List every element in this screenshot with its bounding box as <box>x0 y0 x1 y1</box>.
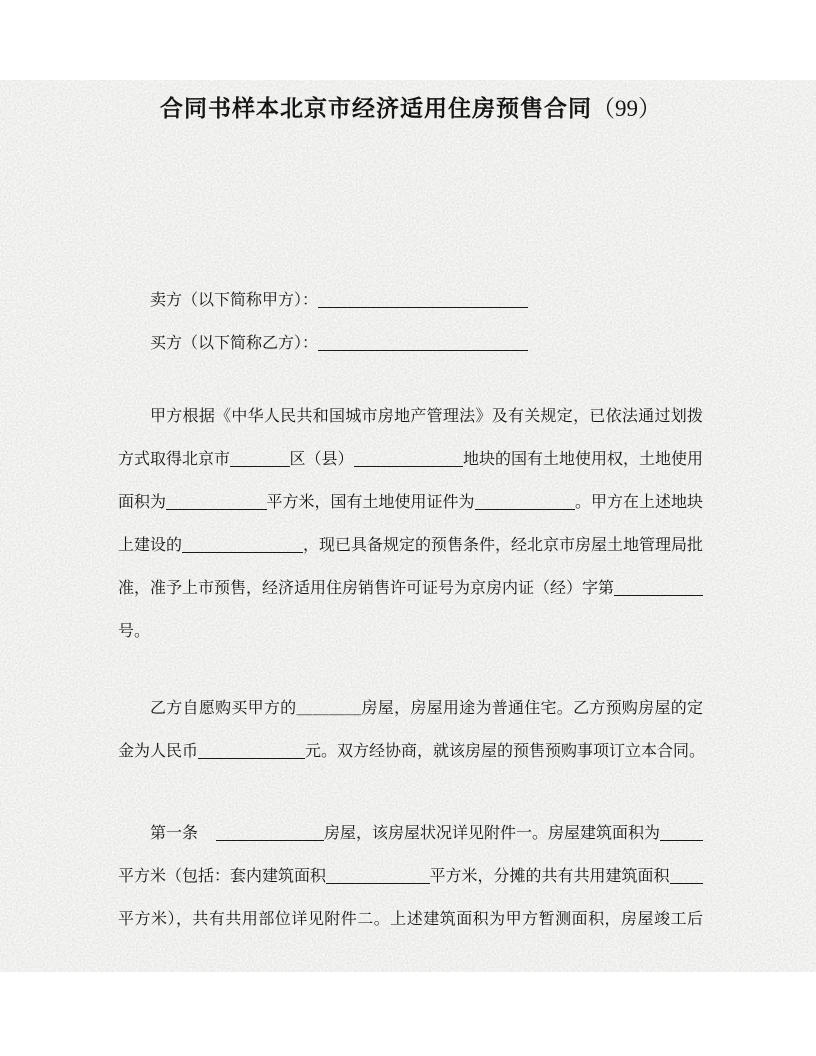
purchase-line-1: 乙方自愿购买甲方的＿＿＿＿房屋，房屋用途为普通住宅。乙方预购房屋的定 <box>150 700 703 717</box>
building-area-blank <box>660 840 703 841</box>
article-1-line-2-text-a: 平方米（包括：套内建筑面积 <box>118 868 327 885</box>
page-title-main: 合同书样本北京市经济适用住房预售合同 <box>160 96 592 121</box>
intro-line-2 <box>118 438 703 481</box>
house-name-blank <box>216 840 324 841</box>
purchase-line-2-text-b: 元。双方经协商，就该房屋的预售预购事项订立本合同。 <box>305 743 706 760</box>
intro-line-3-text-b: 平方米，国有土地使用证件为 <box>266 494 475 511</box>
buyer-name-blank <box>318 350 528 351</box>
intro-line-4-text-a: 上建设的 <box>118 537 183 554</box>
buyer-line <box>118 322 703 365</box>
article-1-paragraph <box>118 812 703 941</box>
plot-name-blank <box>354 466 463 467</box>
inner-area-blank <box>326 883 429 884</box>
article-1-line-1-text: 房屋，该房屋状况详见附件一。房屋建筑面积为 <box>324 825 661 842</box>
permit-number-blank <box>614 595 703 596</box>
project-name-blank <box>182 552 303 553</box>
purchase-paragraph <box>118 687 706 773</box>
article-1-heading: 第一条 <box>150 825 199 842</box>
article-1-line-1 <box>118 812 703 855</box>
page-title-suffix: （99） <box>592 96 661 121</box>
party-section <box>118 279 703 365</box>
intro-line-4-text-b: ，现已具备规定的预售条件，经北京市房屋土地管理局批 <box>302 537 703 554</box>
intro-line-6: 号。 <box>118 623 151 640</box>
land-area-blank <box>166 509 266 510</box>
article-1-line-3: 平方米），共有共用部位详见附件二。上述建筑面积为甲方暂测面积，房屋竣工后 <box>118 911 703 928</box>
page-title <box>118 92 703 126</box>
intro-line-5-text: 准，准予上市预售，经济适用住房销售许可证号为京房内证（经）字第 <box>118 580 615 597</box>
intro-line-5 <box>118 567 703 610</box>
intro-line-3 <box>118 481 703 524</box>
land-certificate-blank <box>475 509 575 510</box>
seller-line <box>118 279 703 322</box>
intro-line-4 <box>118 524 703 567</box>
intro-paragraph <box>118 395 703 653</box>
intro-line-2-text-a: 方式取得北京市 <box>118 451 231 468</box>
intro-line-3-text-a: 面积为 <box>118 494 167 511</box>
seller-label: 卖方（以下简称甲方）： <box>150 292 319 309</box>
deposit-amount-blank <box>198 758 305 759</box>
purchase-line-2-text-a: 金为人民币 <box>118 743 199 760</box>
shared-area-blank <box>670 883 703 884</box>
district-blank <box>230 466 289 467</box>
article-1-line-2-text-b: 平方米，分摊的共有共用建筑面积 <box>429 868 670 885</box>
intro-line-3-text-c: 。甲方在上述地块 <box>575 494 704 511</box>
intro-line-2-text-b: 区（县） <box>289 451 354 468</box>
seller-name-blank <box>318 307 528 308</box>
intro-line-1: 甲方根据《中华人民共和国城市房地产管理法》及有关规定，已依法通过划拨 <box>150 408 703 425</box>
buyer-label: 买方（以下简称乙方）： <box>150 335 319 352</box>
article-1-line-2 <box>118 855 703 898</box>
purchase-line-2 <box>118 730 706 773</box>
intro-line-2-text-c: 地块的国有土地使用权，土地使用 <box>463 451 704 468</box>
